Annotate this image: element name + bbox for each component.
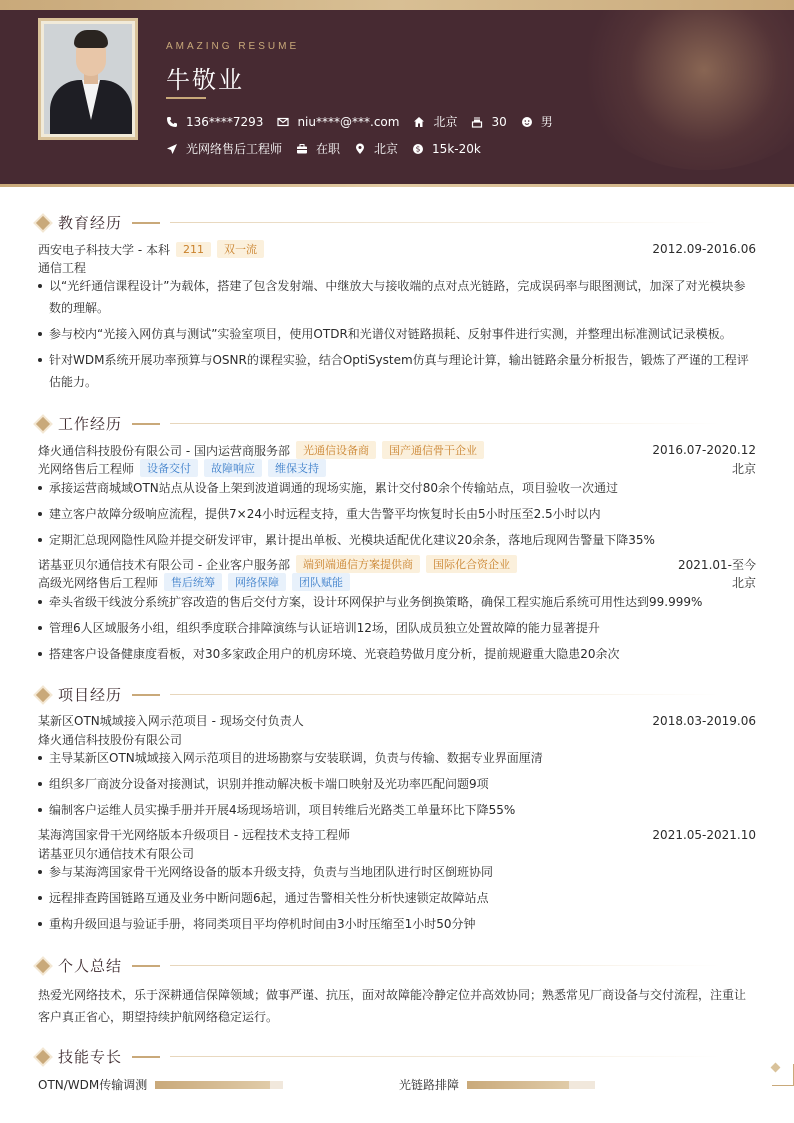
project-header — [38, 826, 756, 843]
job-title-info: 光网络售后工程师 — [166, 140, 282, 157]
skill-item — [38, 1076, 283, 1093]
header-glow — [574, 10, 794, 170]
candidate-name: 牛敬业 — [166, 66, 244, 94]
email-info: niu****@***.com — [277, 115, 399, 129]
header-divider — [0, 184, 794, 187]
work-company-row — [38, 555, 756, 573]
home-icon — [413, 116, 425, 128]
education-header — [38, 240, 756, 258]
svg-text:$: $ — [415, 144, 421, 154]
role-tag: 团队赋能 — [292, 573, 350, 591]
work-bullet: 管理6人区域服务小组，组织季度联合排障演练与认证培训12场，团队成员独立处置故障的能力显著提升 — [38, 617, 756, 639]
education-bullet: 以“光纤通信课程设计”为载体，搭建了包含发射端、中继放大与接收端的点对点光链路，完成误码率与眼图测试，加深了对光模块参数的理解。 — [38, 275, 756, 319]
role-title: 光网络售后工程师 — [38, 461, 135, 476]
company-name: 诺基亚贝尔通信技术有限公司 - 企业客户服务部 — [38, 557, 290, 572]
education-bullet: 针对WDM系统开展功率预算与OSNR的课程实验，结合OptiSystem仿真与理论计算，输出链路余量分析报告，锻炼了严谨的工程评估能力。 — [38, 349, 756, 393]
send-icon — [166, 143, 178, 155]
corner-ornament — [771, 1063, 781, 1073]
diamond-icon — [36, 215, 50, 229]
project-bullet: 远程排查跨国链路互通及业务中断问题6起，通过告警相关性分析快速锁定故障站点 — [38, 887, 756, 909]
work-role-row — [38, 459, 756, 477]
work-bullet: 牵头省级干线波分系统扩容改造的售后交付方案，设计环网保护与业务倒换策略，确保工程实施后系统可用性达到99.999% — [38, 591, 756, 613]
project-name: 某新区OTN城域接入网示范项目 - 现场交付负责人 — [38, 714, 304, 728]
contact-row — [166, 113, 567, 130]
company-tag: 国产通信骨干企业 — [382, 441, 484, 459]
skill-name: OTN/WDM传输调测 — [38, 1078, 148, 1092]
project-header — [38, 712, 756, 729]
company-tag: 光通信设备商 — [296, 441, 376, 459]
diamond-icon — [36, 687, 50, 701]
skill-bar — [155, 1081, 283, 1089]
school-name: 西安电子科技大学 - 本科 — [38, 242, 170, 257]
work-bullet: 搭建客户设备健康度看板，对30多家政企用户的机房环境、光衰趋势做月度分析，提前规避重大隐患20余次 — [38, 643, 756, 665]
city-info: 北京 — [354, 140, 398, 157]
work-date: 2016.07-2020.12 — [652, 443, 756, 457]
work-date: 2021.01-至今 — [678, 557, 756, 572]
project-bullet: 参与某海湾国家骨干光网络设备的版本升级支持，负责与当地团队进行时区倒班协同 — [38, 861, 756, 883]
money-icon — [412, 143, 424, 155]
role-tag: 售后统筹 — [164, 573, 222, 591]
company-name: 烽火通信科技股份有限公司 - 国内运营商服务部 — [38, 443, 290, 458]
company-tag: 端到端通信方案提供商 — [296, 555, 420, 573]
role-tag: 维保支持 — [268, 459, 326, 477]
job-intent-row — [166, 140, 495, 157]
education-bullet: 参与校内“光接入网仿真与测试”实验室项目，使用OTDR和光谱仪对链路损耗、反射事件进行实测，并整理出标准测试记录模板。 — [38, 323, 756, 345]
section-project: 项目经历 — [34, 684, 756, 705]
work-bullet: 定期汇总现网隐性风险并提交研发评审，累计提出单板、光模块适配优化建议20余条，落地后现网告警量下降35% — [38, 529, 756, 551]
status-info: 在职 — [296, 140, 340, 157]
summary-text: 热爱光网络技术，乐于深耕通信保障领域；做事严谨、抗压，面对故障能冷静定位并高效协同；熟悉常见厂商设备与交付流程，注重让客户真正省心，期望持续护航网络稳定运行。 — [38, 988, 747, 1024]
skill-bar — [467, 1081, 595, 1089]
name-underline — [166, 97, 206, 99]
project-bullet: 编制客户运维人员实操手册并开展4场现场培训，项目转维后光路类工单量环比下降55% — [38, 799, 756, 821]
work-location: 北京 — [731, 575, 756, 590]
phone-info: 136****7293 — [166, 115, 263, 129]
education-date: 2012.09-2016.06 — [652, 242, 756, 256]
skill-level — [467, 1081, 569, 1089]
phone-icon — [166, 116, 178, 128]
diamond-icon — [36, 416, 50, 430]
section-work: 工作经历 — [34, 413, 756, 434]
section-summary: 个人总结 — [34, 955, 756, 976]
role-title: 高级光网络售后工程师 — [38, 575, 159, 590]
salary-info: $ 15k-20k — [412, 142, 481, 156]
skill-item — [399, 1076, 595, 1093]
role-tag: 设备交付 — [140, 459, 198, 477]
work-location: 北京 — [731, 461, 756, 476]
project-date: 2021.05-2021.10 — [652, 827, 756, 842]
section-skills: 技能专长 — [34, 1046, 756, 1067]
work-company-row — [38, 441, 756, 459]
location-icon — [354, 143, 366, 155]
brand-label: AMAZING RESUME — [166, 41, 300, 52]
project-bullet: 重构升级回退与验证手册，将同类项目平均停机时间由3小时压缩至1小时50分钟 — [38, 913, 756, 935]
project-name: 某海湾国家骨干光网络版本升级项目 - 远程技术支持工程师 — [38, 828, 350, 842]
major: 通信工程 — [38, 261, 87, 275]
project-date: 2018.03-2019.06 — [652, 713, 756, 728]
work-bullet: 承接运营商城域OTN站点从设备上架到波道调通的现场实施，累计交付80余个传输站点，项目验收一次通过 — [38, 477, 756, 499]
project-org: 诺基亚贝尔通信技术有限公司 — [38, 847, 195, 861]
corner-ornament-line — [772, 1085, 794, 1086]
gender-info: 男 — [521, 113, 553, 130]
profile-photo — [38, 18, 138, 140]
education-tag: 双一流 — [217, 240, 264, 258]
gender-icon — [521, 116, 533, 128]
project-bullet: 组织多厂商波分设备对接测试，识别并推动解决板卡端口映射及光功率匹配问题9项 — [38, 773, 756, 795]
education-tag: 211 — [176, 242, 211, 257]
work-role-row — [38, 573, 756, 591]
work-bullet: 建立客户故障分级响应流程，提供7×24小时远程支持，重大告警平均恢复时长由5小时压至2.5小时以内 — [38, 503, 756, 525]
briefcase-icon — [296, 143, 308, 155]
skill-name: 光链路排障 — [399, 1078, 460, 1092]
project-org: 烽火通信科技股份有限公司 — [38, 733, 183, 747]
cake-icon — [471, 116, 483, 128]
top-accent-strip — [0, 0, 794, 10]
skill-level — [155, 1081, 270, 1089]
age-info: 30 — [471, 115, 506, 129]
diamond-icon — [36, 958, 50, 972]
role-tag: 网络保障 — [228, 573, 286, 591]
project-bullet: 主导某新区OTN城域接入网示范项目的进场勘察与安装联调，负责与传输、数据专业界面厘清 — [38, 747, 756, 769]
section-education: 教育经历 — [34, 212, 756, 233]
role-tag: 故障响应 — [204, 459, 262, 477]
avatar — [44, 24, 132, 134]
diamond-icon — [36, 1049, 50, 1063]
mail-icon — [277, 116, 289, 128]
company-tag: 国际化合资企业 — [426, 555, 517, 573]
hometown-info: 北京 — [413, 113, 457, 130]
